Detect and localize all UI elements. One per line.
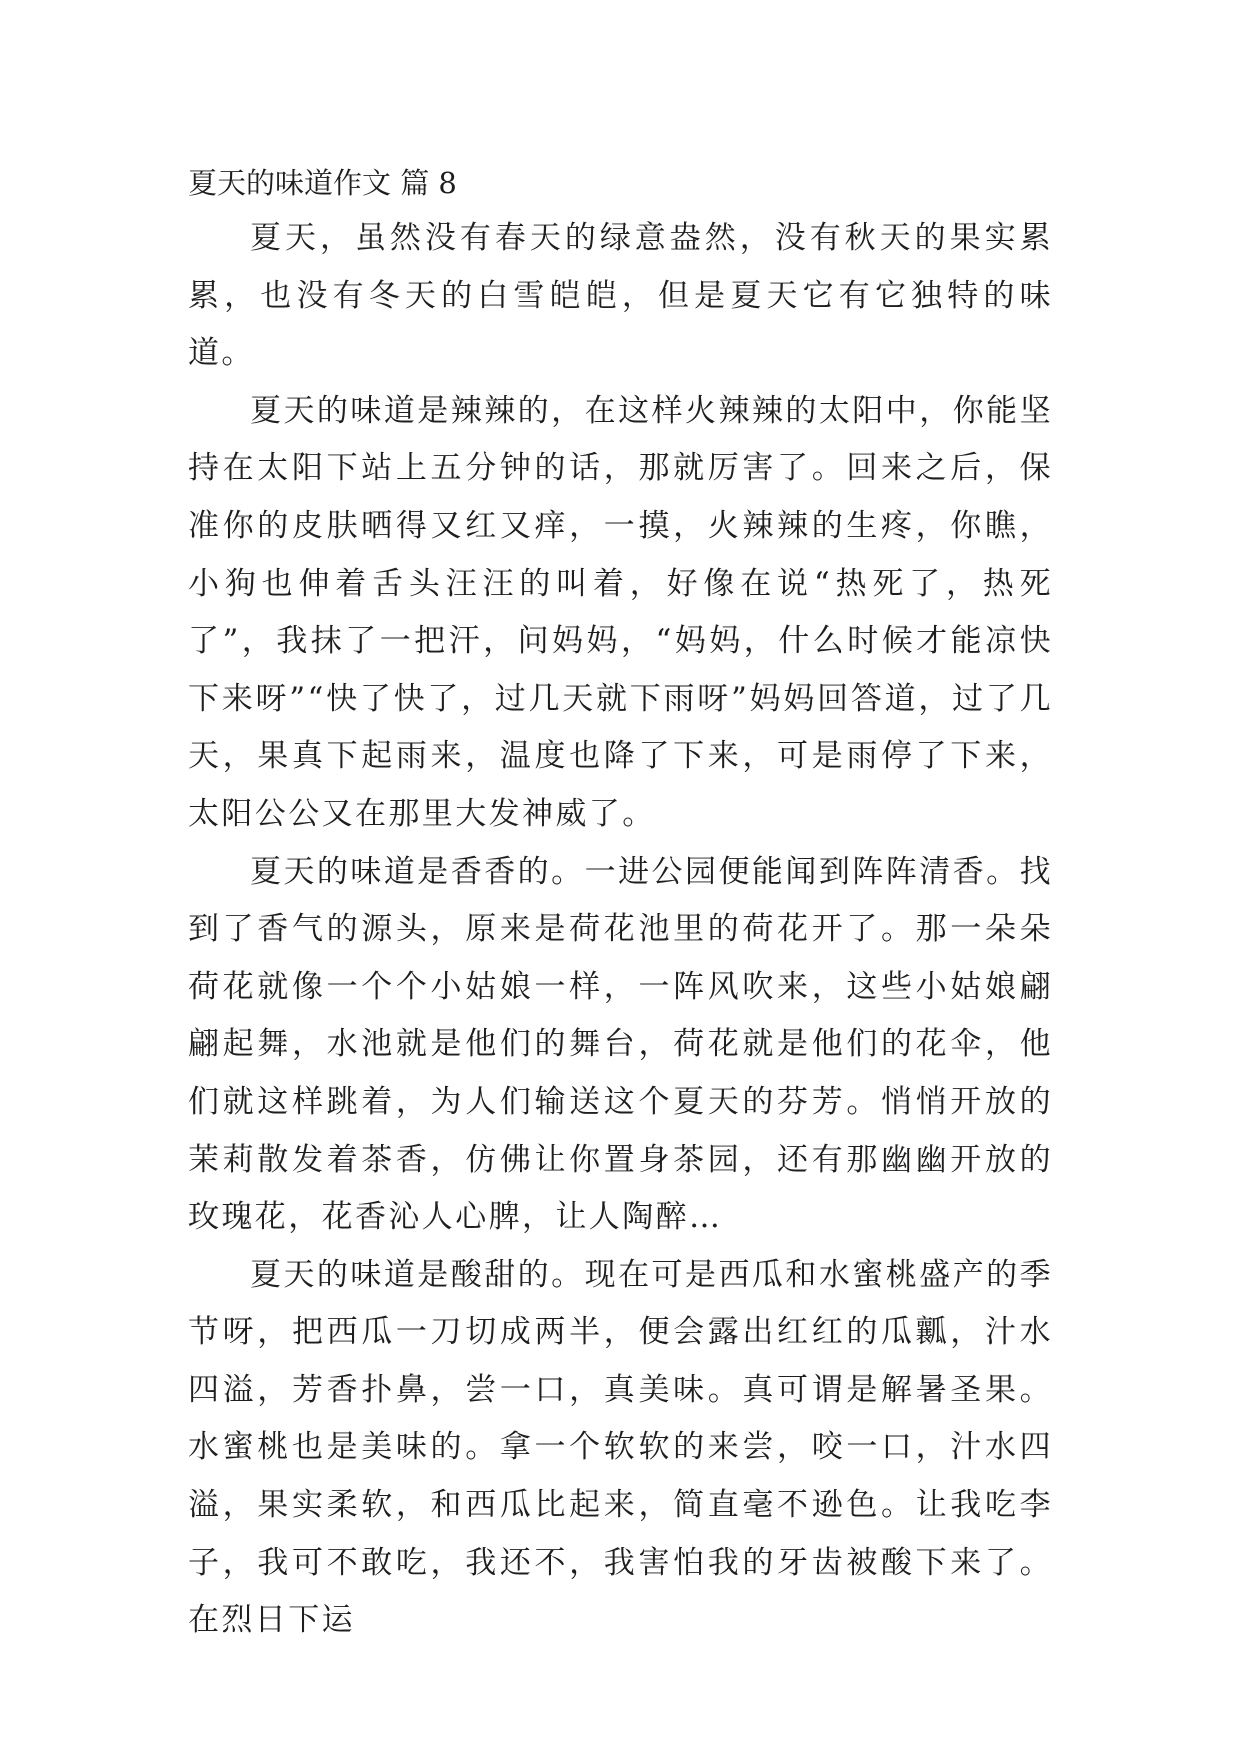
essay-title: 夏天的味道作文 篇 8 [188, 166, 457, 200]
document-body [188, 162, 1053, 1650]
paragraph-4: 夏天的味道是酸甜的。现在可是西瓜和水蜜桃盛产的季节呀，把西瓜一刀切成两半，便会露出红红的瓜瓤，汁水四溢，芳香扑鼻，尝一口，真美味。真可谓是解暑圣果。水蜜桃也是美味的。拿一个软软的来尝，咬一口，汁水四溢，果实柔软，和西瓜比起来，简直毫不逊色。让我吃李子，我可不敢吃，我还不，我害怕我的牙齿被酸下来了。在烈日下运 [188, 1256, 1053, 1639]
paragraph-3: 夏天的味道是香香的。一进公园便能闻到阵阵清香。找到了香气的源头，原来是荷花池里的荷花开了。那一朵朵荷花就像一个个小姑娘一样，一阵风吹来，这些小姑娘翩翩起舞，水池就是他们的舞台，荷花就是他们的花伞，他们就这样跳着，为人们输送这个夏天的芬芳。悄悄开放的茉莉散发着茶香，仿佛让你置身茶园，还有那幽幽开放的玫瑰花，花香沁人心脾，让人陶醉… [188, 853, 1053, 1236]
paragraph-2: 夏天的味道是辣辣的，在这样火辣辣的太阳中，你能坚持在太阳下站上五分钟的话，那就厉害了。回来之后，保准你的皮肤晒得又红又痒，一摸，火辣辣的生疼，你瞧，小狗也伸着舌头汪汪的叫着，好像在说“热死了，热死了”，我抹了一把汗，问妈妈，“妈妈，什么时候才能凉快下来呀”“快了快了，过几天就下雨呀”妈妈回答道，过了几天，果真下起雨来，温度也降了下来，可是雨停了下来，太阳公公又在那里大发神威了。 [188, 392, 1053, 832]
paragraph-1: 夏天，虽然没有春天的绿意盎然，没有秋天的果实累累，也没有冬天的白雪皑皑，但是夏天它有它独特的味道。 [188, 220, 1053, 372]
